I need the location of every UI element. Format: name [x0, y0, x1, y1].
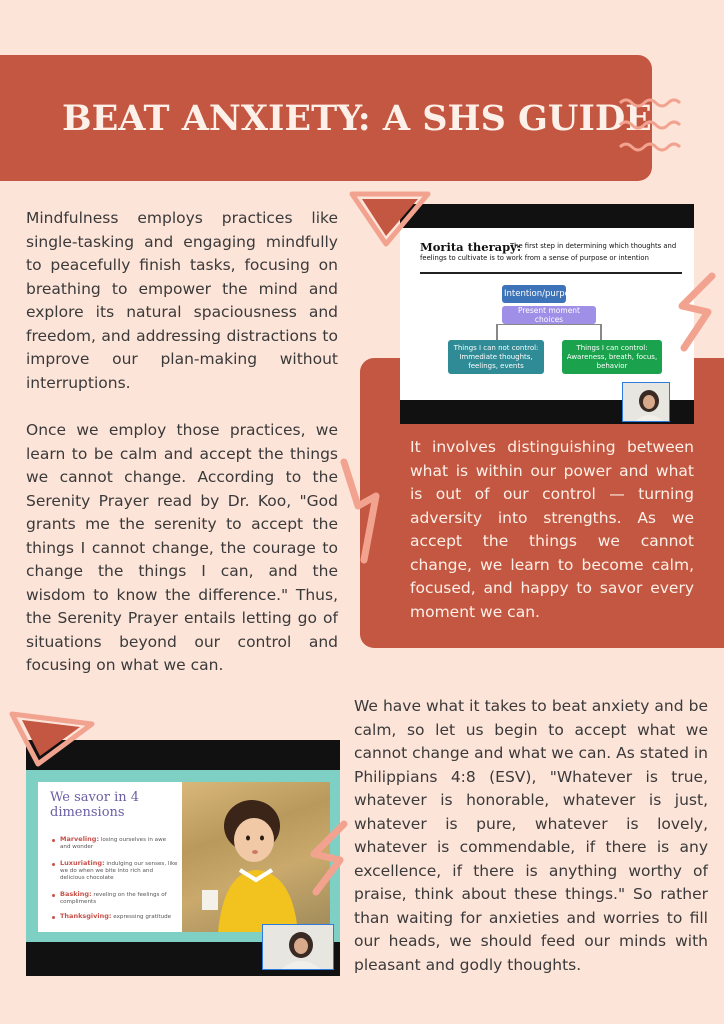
closing-paragraph: We have what it takes to beat anxiety and be calm, so let us begin to accept what we cannot change and what we can. As stated in Philippians 4:8 (ESV), "Whatever is true, whatever is honorable, whatever is just, whatever is pure, whatever is lovely, whatever is commendable, if there is any excellence, if there is anything worthy of praise, think about these things." So rather than waiting for anxieties and worries to fill our heads, we should feed our minds with pleasant and godly thoughts.	[354, 697, 708, 974]
bullet-icon	[52, 916, 55, 919]
savor-item	[60, 913, 178, 921]
connector	[600, 324, 602, 340]
triangle-decoration-icon	[348, 188, 434, 248]
savor-desc: indulging our senses, like we do when we bite into rich and delicious chocolate	[60, 861, 178, 881]
bullet-icon	[52, 863, 55, 866]
divider	[420, 272, 682, 274]
savor-slide-screenshot	[26, 740, 340, 976]
savor-text-card	[38, 782, 182, 932]
presenter-webcam	[622, 382, 670, 422]
savor-item	[60, 836, 178, 851]
morita-description: The first step in determining which thoughts and feelings to cultivate is to work from a sense of purpose or intention	[420, 242, 677, 262]
present-choices-box: Present moment choices	[502, 306, 596, 324]
presenter-webcam	[262, 924, 334, 970]
can-control-title: Things I can control:	[576, 343, 648, 352]
savor-term: Luxuriating:	[60, 859, 105, 867]
bullet-icon	[52, 894, 55, 897]
savor-desc: reveling on the feelings of compliments	[60, 892, 167, 905]
presenter-icon	[263, 925, 334, 970]
morita-slide-screenshot	[400, 204, 694, 424]
savor-item	[60, 860, 178, 882]
savor-heading: We savor in 4 dimensions	[50, 790, 140, 820]
cannot-control-title: Things I can not control:	[453, 343, 539, 352]
savor-desc: expressing gratitude	[113, 914, 172, 920]
savor-slide	[26, 770, 340, 942]
cannot-control-box	[448, 340, 544, 374]
triangle-decoration-icon	[8, 708, 98, 768]
savor-item	[60, 891, 178, 906]
bullet-icon	[52, 839, 55, 842]
page-title: BEAT ANXIETY: A SHS GUIDE	[62, 98, 652, 139]
morita-title: Morita therapy:	[420, 240, 522, 254]
presenter-icon	[623, 383, 670, 422]
savor-term: Basking:	[60, 890, 92, 898]
distinguishing-paragraph: It involves distinguishing between what is within our power and what is out of our control — turning adversity into strengths. As we accept the things we cannot change, we learn to become calm, focused, and happy to savor every moment we can.	[410, 438, 694, 621]
can-control-items: Awareness, breath, focus, behavior	[566, 352, 658, 370]
mindfulness-paragraph: Mindfulness employs practices like single-tasking and engaging mindfully to peacefully finish tasks, focusing on breathing to empower the mind and explore its natural spaciousness and freedom, and addressing distractions to improve our plan-making without interruptions.	[26, 209, 338, 392]
wave-decoration-icon	[618, 95, 688, 155]
serenity-paragraph: Once we employ those practices, we learn to be calm and accept the things we cannot change. According to the Serenity Prayer read by Dr. Koo, "God grants me the serenity to accept the things I cannot change, the courage to change the things I can, and the wisdom to know the difference." Thus, the Serenity Prayer entails letting go of situations beyond our control and focusing on what we can.	[26, 421, 338, 674]
connector	[496, 324, 498, 340]
connector	[496, 324, 602, 325]
zigzag-decoration-icon	[338, 456, 382, 566]
intention-box: Intention/purpose	[502, 285, 566, 303]
can-control-box	[562, 340, 662, 374]
savor-term: Marveling:	[60, 835, 100, 843]
zigzag-decoration-icon	[672, 270, 720, 354]
zigzag-decoration-icon	[300, 818, 354, 898]
savor-term: Thanksgiving:	[60, 912, 112, 920]
cannot-control-items: Immediate thoughts, feelings, events	[459, 352, 533, 370]
morita-slide	[400, 228, 694, 400]
savor-desc: losing ourselves in awe and wonder	[60, 837, 167, 850]
